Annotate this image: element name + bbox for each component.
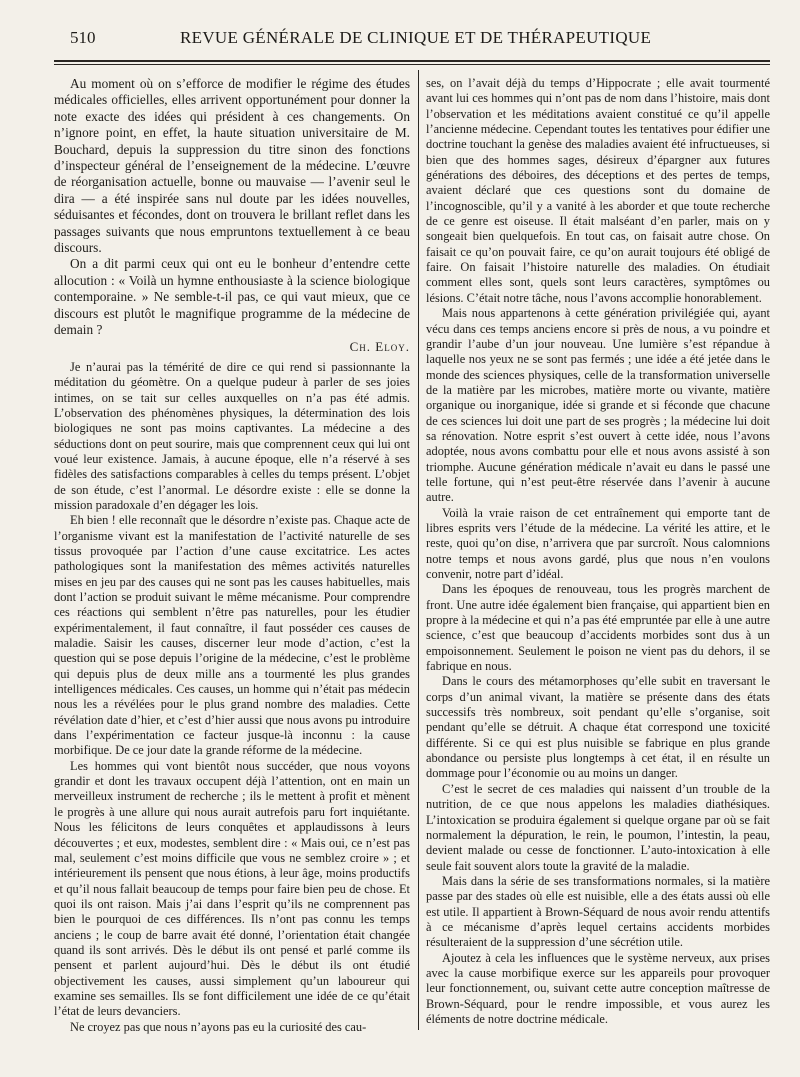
- paragraph: Ne croyez pas que nous n’ayons pas eu la curiosité des cau-: [70, 1019, 367, 1034]
- paragraph: Ajoutez à cela les influences que le système nerveux, aux prises avec la cause morbifique exerce sur les appareils pour provoquer leur fonctionnement, ou, suivant cette autre conception maîtresse de Brown-Séquard, pour le rendre impossible, et vous aurez les éléments de notre doctrine médicale.: [426, 950, 770, 1026]
- intro-paragraph-1: Au moment où on s’efforce de modifier le régime des études médicales officielles, elles arrivent opportunément pour donner la note exacte des idées qui président à ces changements. On n’ignore point, en effet, la haute situation universitaire de M. Bouchard, depuis la suppression du titre sinon des fonctions d’inspecteur général de l’enseignement de la médecine. L’œuvre de réorganisation actuelle, bonne ou mauvaise — l’avenir seul le dira — a été inspirée sans nul doute par les idées nouvelles, séduisantes et fécondes, dont on trouvera le brillant reflet dans les passages suivants que nous empruntons textuellement à ce beau discours.: [54, 76, 410, 256]
- paragraph: ses, on l’avait déjà du temps d’Hippocrate ; elle avait tourmenté avant lui ces hommes qui n’ont pas de nom dans l’histoire, mais dont l’observation et les méditations avaient constitué ce qu’il appelle l’ancienne médecine. Cependant toutes les tentatives pour édifier une doctrine touchant la genèse des maladies avaient été infructueuses, si bien que des hommes sages, désireux d’épargner aux futures générations des déboires, des déceptions et des pertes de temps, avaient déclaré que ces questions sont du domaine de l’incognoscible, qu’il y a vanité à les aborder et que toute recherche de ce genre est oiseuse. Il était malséant d’en parler, mais on y songeait bien quelquefois. En tout cas, on faisait autre chose. On faisait ce qu’on pouvait faire, ce qu’on aurait toujours été obligé de faire. On faisait l’histoire naturelle des maladies. On étudiait comment elles sont, quels sont leurs caractères, symptômes ou lésions. C’était notre tâche, nous l’avons accomplie honorablement.: [426, 76, 770, 305]
- paragraph: Eh bien ! elle reconnaît que le désordre n’existe pas. Chaque acte de l’organisme vivant est la manifestation de l’activité naturelle de ses tissus provoquée par l’action d’une cause excitatrice. Les actes pathologiques sont la manifestation des mêmes activités naturelles mises en jeu par des causes qui ne sont pas les causes habituelles, mais dont l’action se produit suivant le même mécanisme. Pour comprendre ces réactions qui semblent n’être pas naturelles, pour les étudier expérimentalement, il faut connaître, il faut posséder ces causes de maladie. Saisir les causes, discerner leur mode d’action, c’est la question qui se pose depuis l’origine de la médecine, c’est le problème qui depuis plus de deux mille ans a tourmenté les plus grandes intelligences médicales. Ces causes, un homme qui n’était pas médecin nous les a révélées pour le plus grand nombre des maladies. Cette révélation date d’hier, et c’est d’hier aussi que nous avons pu introduire dans l’expérimentation ce facteur jusque-là inconnu : la cause morbifique. De ce jour date la grande réforme de la médecine.: [54, 513, 410, 758]
- paragraph: Voilà la vraie raison de cet entraînement qui emporte tant de libres esprits vers l’étude de la médecine. La vérité les attire, et le reste, quoi qu’on dise, n’arrivera que par surcroît. Nous calomnions notre temps et nous avons gardé, plus que nous n’en voulons convenir, notre part d’idéal.: [426, 505, 770, 581]
- paragraph: Mais nous appartenons à cette génération privilégiée qui, ayant vécu dans ces temps anciens encore si près de nous, a vu poindre et grandir l’aube d’un jour nouveau. Une lumière s’est répandue à laquelle nos yeux ne se sont pas fermés ; une idée a été jetée dans le monde des sciences physiques, celle de la transformation universelle de la matière par les microbes, matière morte ou vivante, matière organique ou inorganique, idée si grande et si féconde que chacune de ces sciences lui doit une part de ses progrès ; la médecine lui doit sa rénovation. Notre esprit s’est ouvert à cette idée, nous l’avons adoptée, nous avons combattu pour elle et nous avons assisté à son triomphe. Aucune génération médicale n’avait eu dans le passé une telle fortune, qui n’est peut-être réservée dans l’avenir à aucune autre.: [426, 306, 770, 505]
- running-title: REVUE GÉNÉRALE DE CLINIQUE ET DE THÉRAPEUTIQUE: [180, 28, 652, 47]
- paragraph: Les hommes qui vont bientôt nous succéder, que nous voyons grandir et dont les travaux occupent déjà l’attention, ont en main un merveilleux instrument de recherche ; ils le mettent à profit et mènent le progrès à une allure qui nous aurait autrefois paru fort inquiétante. Nous les félicitons de leurs conquêtes et applaudissons à leurs découvertes ; et eux, modestes, semblent dire : « Mais oui, ce n’est pas mal, seulement c’est moins difficile que vous ne semblez croire » ; et intérieurement ils pensent que nous étions, à leur âge, moins productifs et qu’il nous fallait beaucoup de temps pour faire bien peu de chose. Et quoi ils ont raison. Mais j’ai dans l’esprit qu’ils ne comprennent pas bien le pourquoi de ces différences. Ils n’ont pas connu les temps anciens ; le coup de barre avait été donné, l’orientation était changée quand ils sont arrivés. Dès le début ils ont pensé et parlé comme ils pensent et parlent aujourd’hui. Dès le début ils ont étudié objectivement les causes, aussi simplement qu’un laboureur qui examine ses semailles. Ils se font difficilement une idée de ce qu’était l’état de leurs devanciers.: [54, 758, 410, 1019]
- right-column: [426, 76, 770, 1036]
- paragraph: Mais dans la série de ses transformations normales, si la matière passe par des stades où elle est nuisible, elle a des états aussi où elle est utile. Il appartient à Brown-Séquard de nous avoir rendu attentifs à ce mécanisme d’après lequel certains accidents morbides résulteraient de la suppression d’une sécrétion utile.: [426, 873, 770, 950]
- left-column: [54, 76, 410, 1036]
- paragraph: Dans les époques de renouveau, tous les progrès marchent de front. Une autre idée également bien française, qui appartient bien en propre à la médecine et qui n’a pas été empruntée par elle à une autre science, c’est que beaucoup d’accidents morbides sont dus à un empoisonnement. Seulement le poison ne vient pas du dehors, il se fabrique en nous.: [426, 582, 770, 674]
- page-number: 510: [70, 28, 96, 47]
- paragraph: Je n’aurai pas la témérité de dire ce qui rend si passionnante la méditation du géomètre. On a quelque pudeur à parler de ses joies intimes, on se tait sur celles auxquelles on n’a pas été admis. L’observation des phénomènes physiques, la détermination des lois biologiques ne sont pas moins captivantes. La médecine a des séductions dont on peut sourire, mais que comprennent ceux qui lui ont voué leur existence. Jamais, à aucune époque, elle n’a réservé à ses fidèles des satisfactions comparables à celles du temps présent. L’objet de son étude, c’est l’anormal. Le désordre existe : elle se donne la mission paradoxale d’en dégager les lois.: [54, 359, 410, 512]
- running-header: [70, 28, 770, 52]
- paragraph: C’est le secret de ces maladies qui naissent d’un trouble de la nutrition, de ce que nous appelons les maladies diathésiques. L’intoxication se produira également si quelque organe par où se fait normalement la dépuration, le rein, le poumon, l’intestin, la peau, devient malade ou cesse de fonctionner. L’auto-intoxication à elle seule fait souvent alors toute la gravité de la maladie.: [426, 781, 770, 873]
- header-rule: [54, 60, 770, 65]
- signature: Ch. Eloy.: [349, 338, 410, 354]
- intro-paragraph-2: On a dit parmi ceux qui ont eu le bonheur d’entendre cette allocution : « Voilà un hymne enthousiaste à la science biologique contemporaine. » Ne semble-t-il pas, ce qui vaut mieux, que ce discours est plutôt le magnifique programme de la médecine de demain ?: [54, 256, 410, 338]
- paragraph: Dans le cours des métamorphoses qu’elle subit en traversant le corps d’un animal vivant, la matière se présente dans des états successifs très nombreux, soit pendant qu’elle s’organise, soit pendant qu’elle se détruit. A chaque état correspond une toxicité différente. Si ce qui est plus nuisible se fabrique en plus grande abondance ou persiste plus longtemps à cet état, il en résulte un dommage pour l’économie ou au moins un danger.: [426, 674, 770, 781]
- column-divider: [418, 70, 419, 1030]
